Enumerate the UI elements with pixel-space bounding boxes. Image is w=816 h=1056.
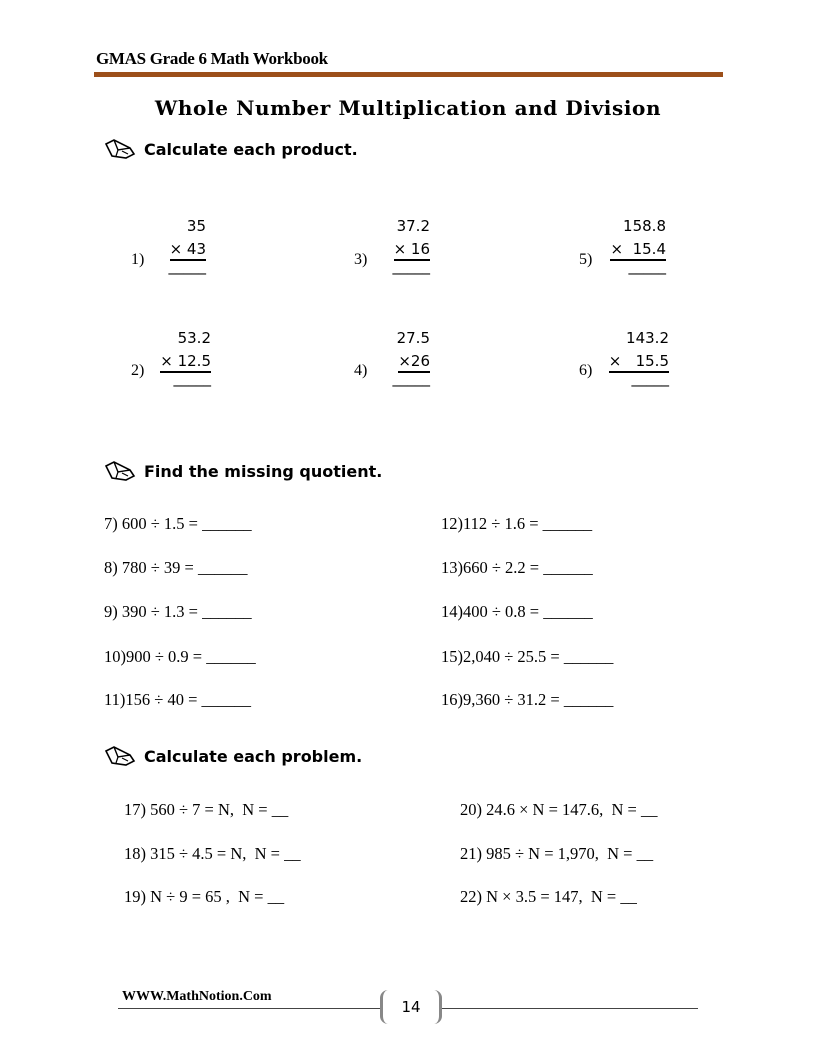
- workbook-title: GMAS Grade 6 Math Workbook: [96, 49, 328, 68]
- mult-stack: [374, 329, 430, 393]
- footer-website: WWW.MathNotion.Com: [122, 989, 272, 1004]
- quotient-problem-8: 8) 780 ÷ 39 = ______: [104, 558, 248, 577]
- answer-line: _____: [392, 257, 430, 275]
- page-title: Whole Number Multiplication and Division: [154, 96, 662, 120]
- mult-stack: [599, 329, 669, 393]
- answer-line: _____: [631, 369, 669, 387]
- multiplier: × 16: [394, 240, 430, 261]
- section-heading-text: Calculate each product.: [144, 139, 358, 159]
- word-problem-18: 18) 315 ÷ 4.5 = N, N = __: [124, 844, 301, 863]
- answer-line: _____: [392, 369, 430, 387]
- writing-hand-icon: [104, 745, 136, 767]
- quotient-problem-13: 13)660 ÷ 2.2 = ______: [441, 558, 593, 577]
- section-heading-text: Calculate each problem.: [144, 746, 363, 766]
- section-heading-text: Find the missing quotient.: [144, 461, 383, 481]
- multiplicand: 37.2: [396, 217, 430, 235]
- mult-stack: [150, 329, 211, 393]
- multiplier: × 12.5: [160, 352, 211, 373]
- word-problem-19: 19) N ÷ 9 = 65 , N = __: [124, 887, 285, 906]
- quotient-problem-9: 9) 390 ÷ 1.3 = ______: [104, 602, 252, 621]
- writing-hand-icon: [104, 460, 136, 482]
- header-rule: [94, 72, 723, 77]
- quotient-problem-15: 15)2,040 ÷ 25.5 = ______: [441, 647, 614, 666]
- quotient-problem-7: 7) 600 ÷ 1.5 = ______: [104, 514, 252, 533]
- writing-hand-icon: [104, 138, 136, 160]
- page-number: 14: [380, 990, 442, 1024]
- quotient-problem-10: 10)900 ÷ 0.9 = ______: [104, 647, 256, 666]
- problem-number: 6): [579, 362, 593, 379]
- multiplier: × 15.5: [609, 352, 669, 373]
- word-problem-17: 17) 560 ÷ 7 = N, N = __: [124, 800, 289, 819]
- answer-line: _____: [628, 257, 666, 275]
- section-problems-heading: [104, 745, 362, 767]
- quotient-problem-12: 12)112 ÷ 1.6 = ______: [441, 514, 593, 533]
- problem-number: 4): [354, 362, 368, 379]
- word-problem-22: 22) N × 3.5 = 147, N = __: [460, 887, 637, 906]
- quotient-problem-16: 16)9,360 ÷ 31.2 = ______: [441, 690, 614, 709]
- multiplicand: 27.5: [396, 329, 430, 347]
- quotient-problem-11: 11)156 ÷ 40 = ______: [104, 690, 251, 709]
- mult-stack: [374, 217, 430, 281]
- section-products-heading: [104, 138, 358, 160]
- problem-number: 3): [354, 251, 368, 268]
- answer-line: _____: [173, 369, 211, 387]
- multiplicand: 143.2: [626, 329, 669, 347]
- multiplier: ×26: [398, 352, 430, 373]
- word-problem-20: 20) 24.6 × N = 147.6, N = __: [460, 800, 658, 819]
- multiplicand: 35: [186, 217, 206, 235]
- problem-number: 2): [131, 362, 145, 379]
- word-problem-21: 21) 985 ÷ N = 1,970, N = __: [460, 844, 654, 863]
- problem-number: 5): [579, 251, 593, 268]
- multiplicand: 53.2: [177, 329, 211, 347]
- multiplier: × 43: [170, 240, 206, 261]
- problem-number: 1): [131, 251, 145, 268]
- mult-stack: [599, 217, 666, 281]
- section-quotients-heading: [104, 460, 382, 482]
- answer-line: _____: [168, 257, 206, 275]
- quotient-problem-14: 14)400 ÷ 0.8 = ______: [441, 602, 593, 621]
- multiplicand: 158.8: [623, 217, 666, 235]
- multiplier: × 15.4: [610, 240, 666, 261]
- mult-stack: [150, 217, 206, 281]
